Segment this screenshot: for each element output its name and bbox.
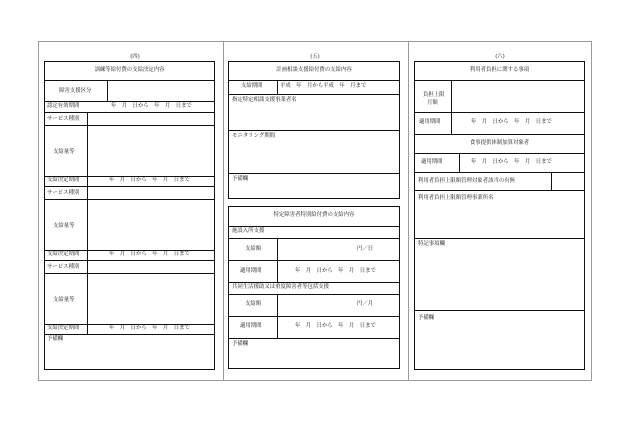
burden-limit-label-line1: 負担上限 — [423, 92, 445, 98]
section-six-title: 利用者負担に関する事項 — [469, 67, 530, 73]
remarks-label: 予備欄 — [232, 176, 249, 182]
application-period-label: 適用期間 — [240, 323, 262, 329]
disability-category-label: 障害支援区分 — [59, 88, 92, 94]
section-five-box — [228, 61, 400, 199]
section-six-box — [414, 61, 585, 370]
special-notes-label: 特記事項欄 — [418, 241, 445, 247]
application-period-value: 年 月 日から 年 月 日まで — [295, 268, 376, 274]
application-period-value: 年 月 日から 年 月 日まで — [471, 119, 552, 125]
management-target-label: 利用者負担上限額管理対象者該当の有無 — [418, 178, 516, 184]
service-type-label: サービス種別 — [47, 264, 80, 270]
section-four-number: (四) — [130, 54, 140, 60]
application-period-value: 年 月 日から 年 月 日まで — [295, 323, 376, 329]
section-five-number: (五) — [310, 54, 320, 60]
section-four-title: 訓練等給付費の支給決定内容 — [94, 67, 165, 73]
column-divider — [408, 42, 409, 380]
per-day-unit: 円／日 — [357, 246, 374, 252]
designated-office-label: 指定特定相談支援事業者名 — [232, 97, 297, 103]
remarks-label: 予備欄 — [232, 341, 249, 347]
decision-period-value: 年 月 日から 年 月 日まで — [109, 325, 190, 331]
application-period-label: 適用期間 — [421, 159, 443, 165]
certification-period-value: 年 月 日から 年 月 日まで — [111, 103, 192, 109]
payment-amount-label: 支給額 — [245, 246, 262, 252]
supply-amount-label: 支給量等 — [53, 149, 75, 155]
meal-addition-label: 食事提供体制加算対象者 — [469, 140, 530, 146]
burden-limit-label-line2: 月額 — [427, 100, 438, 106]
section-four-box — [44, 61, 215, 370]
special-benefit-box — [228, 206, 400, 369]
management-office-label: 利用者負担上限額管理事業所名 — [418, 195, 494, 201]
supply-amount-label: 支給量等 — [53, 223, 75, 229]
facility-support-label: 施設入所支援 — [232, 228, 265, 234]
column-divider — [223, 42, 224, 380]
application-period-label: 適用期間 — [240, 268, 262, 274]
payment-amount-label: 支給額 — [245, 301, 262, 307]
per-month-unit: 円／月 — [357, 301, 374, 307]
section-five-title: 計画相談支援給付費の支給内容 — [276, 67, 352, 73]
decision-period-value: 年 月 日から 年 月 日まで — [109, 251, 190, 257]
decision-period-label: 支給決定期間 — [47, 177, 80, 183]
section-six-number: (六) — [495, 54, 505, 60]
decision-period-label: 支給決定期間 — [47, 325, 80, 331]
application-period-label: 適用期間 — [419, 119, 441, 125]
application-period-value: 年 月 日から 年 月 日まで — [471, 159, 552, 165]
supply-amount-label: 支給量等 — [53, 297, 75, 303]
group-home-label: 共同生活援助又は重度障害者等包括支援 — [232, 284, 330, 290]
certification-period-label: 認定有効期間 — [47, 103, 80, 109]
remarks-label: 予備欄 — [47, 336, 64, 342]
payment-period-value: 平成 年 月から平成 年 月まで — [280, 83, 367, 89]
remarks-label: 予備欄 — [418, 315, 435, 321]
payment-period-label: 支給期間 — [241, 83, 263, 89]
decision-period-value: 年 月 日から 年 月 日まで — [109, 177, 190, 183]
monitoring-period-label: モニタリング期間 — [232, 133, 276, 139]
decision-period-label: 支給決定期間 — [47, 251, 80, 257]
service-type-label: サービス種別 — [47, 116, 80, 122]
special-benefit-title: 特定障害者特別給付費の支給内容 — [273, 212, 355, 218]
service-type-label: サービス種別 — [47, 190, 80, 196]
